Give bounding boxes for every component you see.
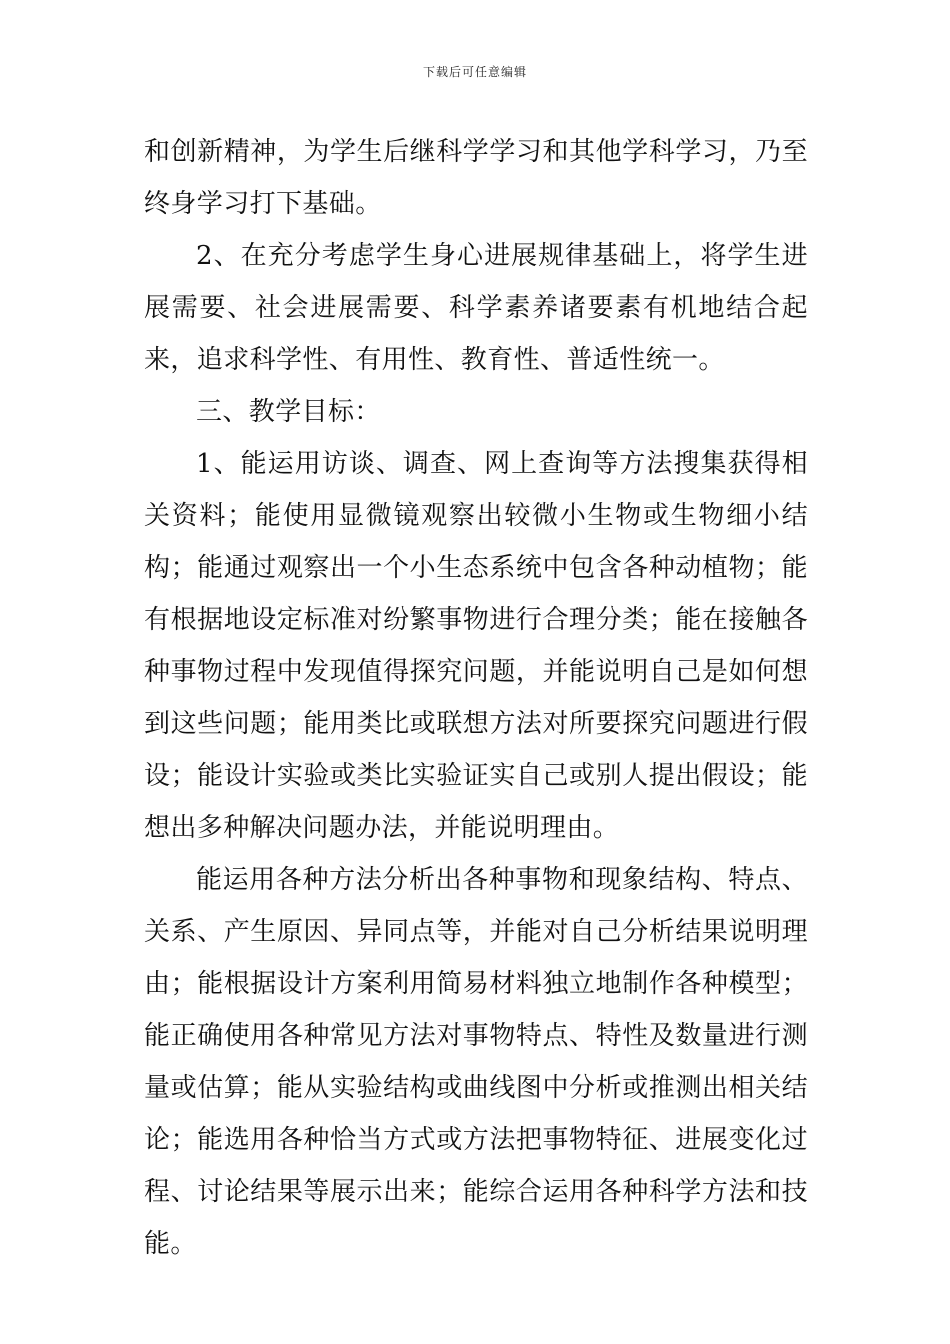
paragraph-4: 能运用各种方法分析出各种事物和现象结构、特点、关系、产生原因、异同点等，并能对自己分析结果说明理由；能根据设计方案利用简易材料独立地制作各种模型；能正确使用各种常见方法对事物特点、特性及数量进行测量或估算；能从实验结构或曲线图中分析或推测出相关结论；能选用各种恰当方式或方法把事物特征、进展变化过程、讨论结果等展示出来；能综合运用各种科学方法和技能。 [144, 865, 808, 1259]
paragraph-1: 和创新精神，为学生后继科学学习和其他学科学习，乃至终身学习打下基础。 [144, 137, 808, 219]
page-header: 下载后可任意编辑 [422, 65, 527, 79]
section-heading: 三、教学目标： [196, 397, 381, 427]
paragraph-3: 1、能运用访谈、调查、网上查询等方法搜集获得相关资料；能使用显微镜观察出较微小生物或生物细小结构；能通过观察出一个小生态系统中包含各种动植物；能有根据地设定标准对纷繁事物进行合理分类；能在接触各种事物过程中发现值得探究问题，并能说明自己是如何想到这些问题；能用类比或联想方法对所要探究问题进行假设；能设计实验或类比实验证实自己或别人提出假设；能想出多种解决问题办法，并能说明理由。 [144, 449, 808, 843]
document-body [144, 126, 808, 1270]
paragraph-2: 2、在充分考虑学生身心进展规律基础上，将学生进展需要、社会进展需要、科学素养诸要素有机地结合起来，追求科学性、有用性、教育性、普适性统一。 [144, 241, 808, 375]
